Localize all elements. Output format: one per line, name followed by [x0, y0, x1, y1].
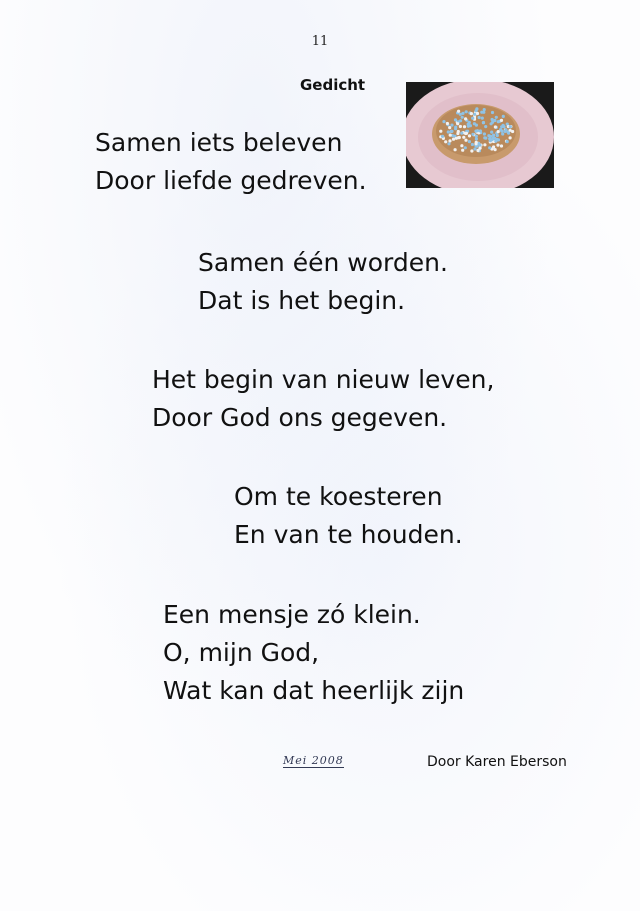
sprinkle-dot — [494, 125, 497, 128]
sprinkle-dot — [471, 133, 474, 136]
sprinkle-dot — [488, 146, 491, 149]
sprinkle-dot — [468, 134, 471, 137]
poem-line: Samen iets beleven — [95, 128, 343, 157]
sprinkle-dot — [491, 121, 494, 124]
sprinkle-dot — [478, 116, 481, 119]
sprinkle-dot — [444, 140, 447, 143]
sprinkle-dot — [490, 131, 493, 134]
sprinkle-dot — [484, 125, 487, 128]
sprinkle-dot — [441, 135, 444, 138]
sprinkle-dot — [471, 117, 474, 120]
poem-line: Door God ons gegeven. — [152, 403, 448, 432]
sprinkle-dot — [467, 125, 470, 128]
beschuit-met-muisjes-image — [406, 82, 554, 188]
sprinkle-dot — [450, 130, 453, 133]
poem-line: Wat kan dat heerlijk zijn — [163, 676, 465, 705]
poem-line: Dat is het begin. — [198, 286, 406, 315]
sprinkle-dot — [450, 124, 453, 127]
poem-line: Het begin van nieuw leven, — [152, 365, 495, 394]
sprinkle-dot — [511, 130, 514, 133]
sprinkle-dot — [454, 118, 457, 121]
sprinkle-dot — [474, 142, 477, 145]
sprinkle-dot — [468, 140, 471, 143]
sprinkle-dot — [456, 132, 459, 135]
page-number: 11 — [311, 34, 329, 49]
sprinkle-dot — [447, 142, 450, 145]
sprinkle-dot — [459, 125, 462, 128]
sprinkle-dot — [480, 111, 483, 114]
sprinkle-dot — [489, 139, 492, 142]
stanza-4 — [234, 478, 463, 554]
sprinkle-dot — [496, 144, 499, 147]
poem-line: Een mensje zó klein. — [163, 600, 421, 629]
author-credit: Door Karen Eberson — [427, 754, 567, 770]
sprinkle-dot — [465, 110, 468, 113]
sprinkle-dot — [462, 136, 465, 139]
sprinkle-dot — [473, 147, 476, 150]
sprinkle-dot — [456, 122, 459, 125]
poem-line: Door liefde gedreven. — [95, 166, 367, 195]
sprinkle-dot — [473, 113, 476, 116]
sprinkle-dot — [476, 112, 479, 115]
sprinkle-dot — [439, 130, 442, 133]
sprinkle-dot — [491, 118, 494, 121]
poem-line: Samen één worden. — [198, 248, 448, 277]
sprinkle-dot — [457, 110, 460, 113]
sprinkle-dot — [475, 137, 478, 140]
stanza-2 — [198, 244, 448, 320]
sprinkle-dot — [461, 116, 464, 119]
sprinkle-dot — [483, 143, 486, 146]
sprinkle-dot — [479, 129, 482, 132]
sprinkle-dot — [460, 144, 463, 147]
sprinkle-dot — [448, 139, 451, 142]
stanza-3 — [152, 361, 494, 437]
sprinkle-dot — [475, 124, 478, 127]
sprinkle-dot — [496, 138, 499, 141]
sprinkle-dot — [481, 117, 484, 120]
sprinkle-dot — [496, 134, 499, 137]
sprinkle-dot — [459, 119, 462, 122]
sprinkle-dot — [446, 122, 449, 125]
rusk-photo-illustration — [406, 82, 554, 188]
sprinkle-dot — [455, 137, 458, 140]
poem-heading: Gedicht — [300, 76, 366, 94]
sprinkle-dot — [475, 135, 478, 138]
stanza-1 — [95, 124, 367, 200]
sprinkle-dot — [504, 130, 507, 133]
sprinkle-dot — [502, 115, 505, 118]
sprinkle-dot — [479, 147, 482, 150]
sprinkle-dot — [448, 126, 451, 129]
sprinkle-dot — [461, 149, 464, 152]
sprinkle-dot — [509, 125, 512, 128]
sprinkle-dot — [483, 136, 486, 139]
sprinkle-dot — [476, 129, 479, 132]
sprinkle-dot — [464, 117, 467, 120]
poem-line: Om te koesteren — [234, 482, 443, 511]
sprinkle-dot — [492, 134, 495, 137]
sprinkle-dot — [460, 132, 463, 135]
sprinkle-dot — [494, 148, 497, 151]
sprinkle-dot — [500, 144, 503, 147]
sprinkle-dot — [495, 116, 498, 119]
sprinkle-dot — [468, 121, 471, 124]
sprinkle-dot — [491, 111, 494, 114]
sprinkle-dot — [463, 125, 466, 128]
sprinkle-dot — [459, 113, 462, 116]
sprinkle-dot — [449, 134, 452, 137]
sprinkle-dot — [464, 139, 467, 142]
sprinkle-dot — [507, 132, 510, 135]
poem-line: O, mijn God, — [163, 638, 320, 667]
sprinkle-dot — [465, 132, 468, 135]
sprinkle-dot — [497, 130, 500, 133]
sprinkle-dot — [470, 149, 473, 152]
sprinkle-dot — [470, 112, 473, 115]
sprinkle-dot — [454, 127, 457, 130]
sprinkle-dot — [506, 140, 509, 143]
sprinkle-dot — [501, 132, 504, 135]
poem-line: En van te houden. — [234, 520, 463, 549]
sprinkle-dot — [500, 129, 503, 132]
sprinkle-dot — [509, 136, 512, 139]
sprinkle-dot — [471, 143, 474, 146]
sprinkle-dot — [442, 120, 445, 123]
sprinkle-dot — [454, 148, 457, 151]
sprinkle-dot — [476, 149, 479, 152]
stanza-5 — [163, 596, 464, 710]
sprinkle-dot — [483, 108, 486, 111]
sprinkle-dot — [500, 119, 503, 122]
sprinkle-dot — [482, 121, 485, 124]
sprinkle-dot — [464, 146, 467, 149]
sprinkle-dot — [447, 130, 450, 133]
sprinkle-dot — [475, 107, 478, 110]
sprinkle-dot — [483, 132, 486, 135]
sprinkle-dot — [502, 124, 505, 127]
handwritten-date: Mei 2008 — [283, 754, 344, 767]
sprinkle-dot — [452, 138, 455, 141]
